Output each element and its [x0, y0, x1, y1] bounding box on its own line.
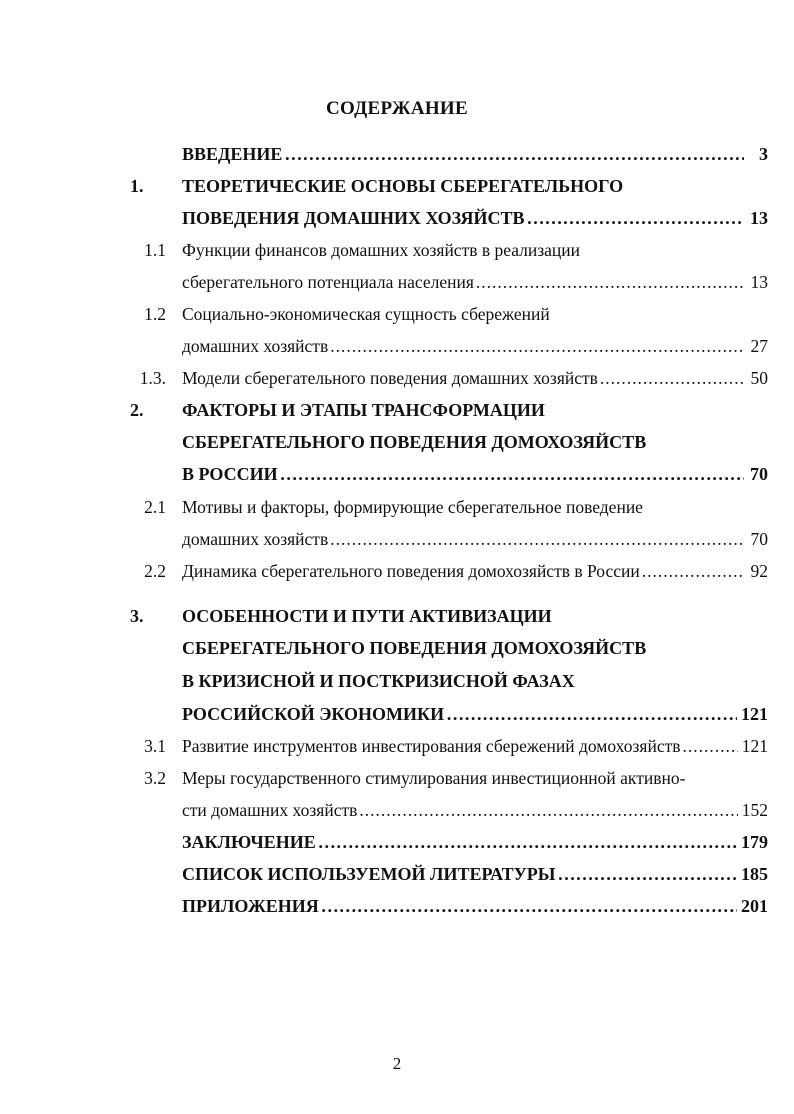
toc-entry-number: 2.	[130, 400, 144, 420]
toc-entry-number: 1.1	[144, 240, 166, 260]
toc-entry-title-cont: ПОВЕДЕНИЯ ДОМАШНИХ ХОЗЯЙСТВ	[182, 208, 525, 228]
toc-leader-line	[182, 363, 768, 393]
toc-entry-title-cont: СБЕРЕГАТЕЛЬНОГО ПОВЕДЕНИЯ ДОМОХОЗЯЙСТВ	[182, 432, 647, 452]
toc-entry-title: Социально-экономическая сущность сбережений	[182, 304, 550, 324]
toc-page-number: 13	[750, 272, 768, 292]
toc-entry-3-2-cont	[0, 795, 794, 825]
toc-entry-number: 3.	[130, 606, 144, 626]
toc-entry-number: 1.2	[144, 304, 166, 324]
toc-page-number: 121	[741, 704, 768, 724]
toc-entry-title-cont: домашних хозяйств	[182, 529, 329, 549]
toc-entry-3-1	[0, 731, 794, 761]
toc-entry-chapter-3-cont2	[0, 666, 794, 696]
toc-entry-chapter-3	[0, 601, 794, 631]
toc-page-number: 185	[741, 864, 768, 884]
dot-leader	[330, 524, 744, 554]
toc-entry-title: Динамика сберегательного поведения домохозяйств в России	[182, 561, 640, 581]
toc-entry-number: 1.	[130, 176, 144, 196]
toc-entry-number: 2.1	[144, 497, 166, 517]
dot-leader	[642, 556, 744, 586]
toc-entry-number: 2.2	[144, 561, 166, 581]
toc-page-number: 92	[750, 561, 768, 581]
dot-leader	[526, 203, 744, 233]
toc-page-number: 70	[750, 529, 768, 549]
toc-entry-2-1-cont	[0, 524, 794, 554]
dot-leader	[321, 891, 737, 921]
toc-page-number: 152	[741, 800, 768, 820]
toc-entry-number: 3.2	[144, 768, 166, 788]
dot-leader	[280, 459, 744, 489]
toc-entry-title: ЗАКЛЮЧЕНИЕ	[182, 832, 316, 852]
toc-leader-line	[182, 331, 768, 361]
toc-entry-number: 1.3.	[139, 368, 166, 388]
toc-page-number: 201	[741, 896, 768, 916]
toc-entry-introduction	[0, 139, 794, 169]
toc-entry-chapter-1-cont	[0, 203, 794, 233]
toc-entry-title-cont: домашних хозяйств	[182, 336, 329, 356]
toc-entry-1-3	[0, 363, 794, 393]
toc-leader-line	[182, 459, 768, 489]
toc-entry-title: Функции финансов домашних хозяйств в реализации	[182, 240, 581, 260]
toc-entry-title-cont: РОССИЙСКОЙ ЭКОНОМИКИ	[182, 704, 445, 724]
toc-entry-title-cont: СБЕРЕГАТЕЛЬНОГО ПОВЕДЕНИЯ ДОМОХОЗЯЙСТВ	[182, 638, 647, 658]
toc-entry-title-cont: В КРИЗИСНОЙ И ПОСТКРИЗИСНОЙ ФАЗАХ	[182, 671, 575, 691]
toc-entry-1-1-cont	[0, 267, 794, 297]
dot-leader	[446, 699, 737, 729]
toc-entry-title: Мотивы и факторы, формирующие сберегательное поведение	[182, 497, 643, 517]
toc-entry-chapter-2-cont2	[0, 459, 794, 489]
toc-leader-line	[182, 524, 768, 554]
toc-leader-line	[182, 699, 768, 729]
toc-entry-1-1	[0, 235, 794, 265]
toc-leader-line	[182, 859, 768, 889]
toc-entry-chapter-3-cont	[0, 633, 794, 663]
toc-entry-title: Меры государственного стимулирования инвестиционной активно-	[182, 768, 686, 788]
toc-entry-title: ВВЕДЕНИЕ	[182, 144, 283, 164]
toc-entry-title: Развитие инструментов инвестирования сбережений домохозяйств	[182, 736, 681, 756]
dot-leader	[476, 267, 744, 297]
toc-entry-chapter-2-cont	[0, 427, 794, 457]
toc-page-number: 179	[741, 832, 768, 852]
toc-entry-title: ФАКТОРЫ И ЭТАПЫ ТРАНСФОРМАЦИИ	[182, 400, 545, 420]
toc-entry-chapter-3-cont3	[0, 699, 794, 729]
toc-entry-title-cont: В РОССИИ	[182, 464, 278, 484]
toc-leader-line	[182, 827, 768, 857]
toc-page-number: 70	[750, 464, 768, 484]
toc-page-number: 50	[750, 368, 768, 388]
toc-entry-1-2-cont	[0, 331, 794, 361]
toc-leader-line	[182, 203, 768, 233]
toc-entry-number: 3.1	[144, 736, 166, 756]
toc-entry-title: ПРИЛОЖЕНИЯ	[182, 896, 319, 916]
page-title: СОДЕРЖАНИЕ	[326, 98, 468, 119]
toc-leader-line	[182, 556, 768, 586]
dot-leader	[330, 331, 744, 361]
toc-entry-1-2	[0, 299, 794, 329]
toc-entry-title-cont: сберегательного потенциала населения	[182, 272, 474, 292]
toc-entry-2-2	[0, 556, 794, 586]
toc-entry-appendices	[0, 891, 794, 921]
toc-leader-line	[182, 731, 768, 761]
dot-leader	[284, 139, 744, 169]
toc-leader-line	[182, 139, 768, 169]
toc-entry-chapter-2	[0, 395, 794, 425]
page-number: 2	[392, 1054, 402, 1073]
dot-leader	[600, 363, 744, 393]
dot-leader	[557, 859, 737, 889]
dot-leader	[318, 827, 737, 857]
toc-entry-title: ОСОБЕННОСТИ И ПУТИ АКТИВИЗАЦИИ	[182, 606, 552, 626]
toc-page-number: 13	[750, 208, 768, 228]
toc-entry-title: Модели сберегательного поведения домашних хозяйств	[182, 368, 598, 388]
toc-entry-3-2	[0, 763, 794, 793]
toc-entry-title-cont: сти домашних хозяйств	[182, 800, 358, 820]
toc-page-number: 3	[759, 144, 768, 164]
toc-leader-line	[182, 891, 768, 921]
dot-leader	[359, 795, 737, 825]
toc-leader-line	[182, 795, 768, 825]
toc-page-number: 121	[741, 736, 768, 756]
toc-page-number: 27	[750, 336, 768, 356]
toc-entry-conclusion	[0, 827, 794, 857]
toc-leader-line	[182, 267, 768, 297]
dot-leader	[683, 731, 738, 761]
toc-entry-title: ТЕОРЕТИЧЕСКИЕ ОСНОВЫ СБЕРЕГАТЕЛЬНОГО	[182, 176, 624, 196]
toc-entry-chapter-1	[0, 171, 794, 201]
toc-entry-title: СПИСОК ИСПОЛЬЗУЕМОЙ ЛИТЕРАТУРЫ	[182, 864, 556, 884]
toc-entry-2-1	[0, 492, 794, 522]
toc-entry-bibliography	[0, 859, 794, 889]
